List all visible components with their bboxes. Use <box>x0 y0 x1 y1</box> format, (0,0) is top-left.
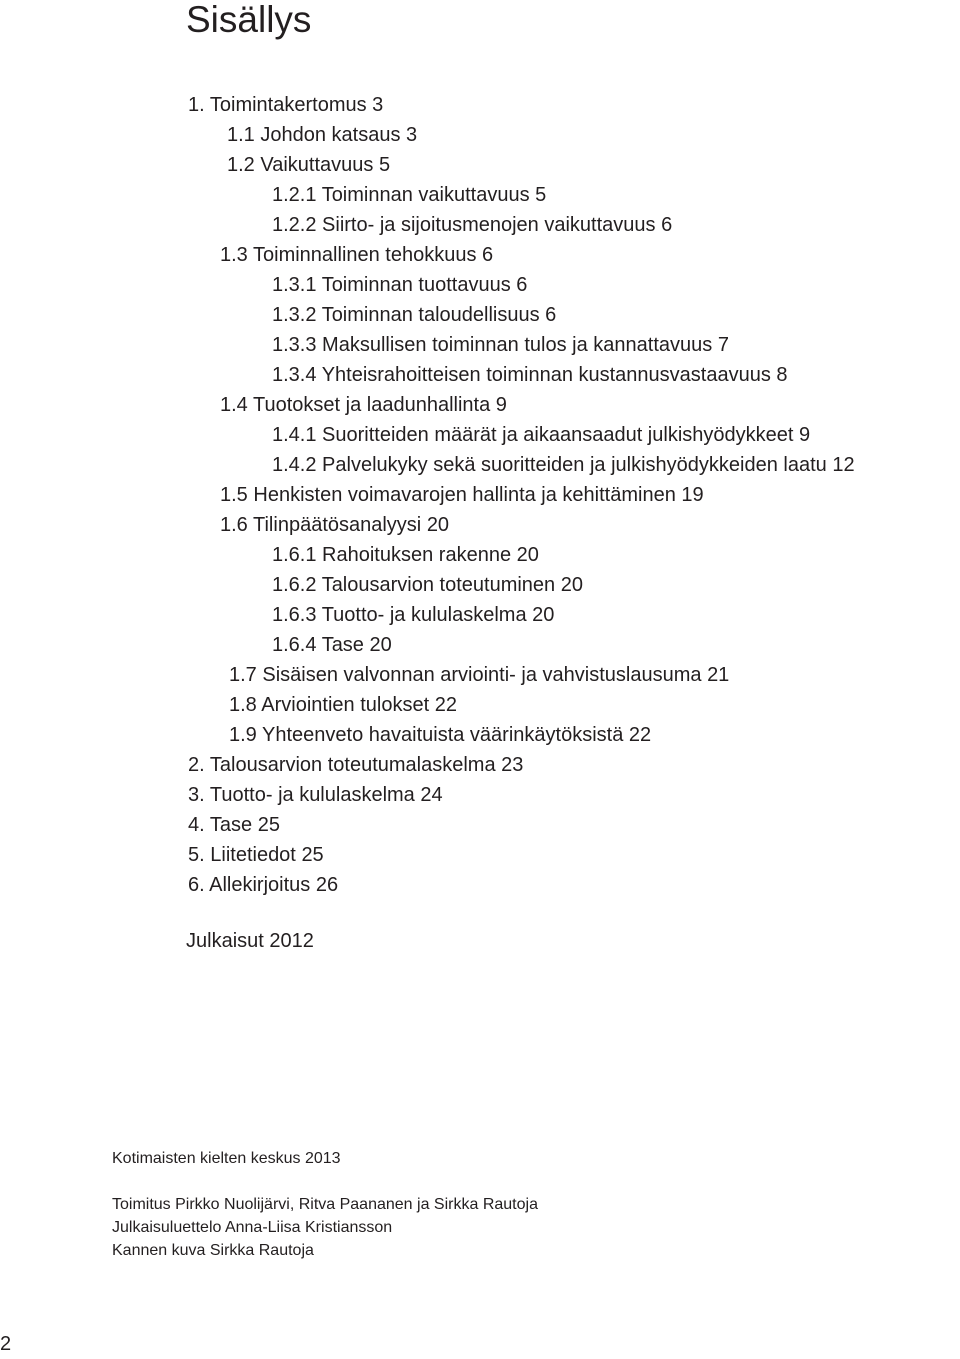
toc-entry-page: 20 <box>369 634 392 656</box>
catalogue-line: Julkaisuluettelo Anna-Liisa Kristiansson <box>112 1219 393 1236</box>
page-number: 2 <box>0 1333 12 1355</box>
toc-entry-page: 24 <box>420 784 443 806</box>
toc-entry-number: 6. <box>188 874 205 896</box>
toc-entry[interactable] <box>0 630 960 660</box>
toc-entry[interactable] <box>0 480 960 510</box>
toc-entry-number: 1.6.4 <box>272 634 317 656</box>
toc-entry-title: Siirto- ja sijoitusmenojen vaikuttavuus <box>322 214 656 236</box>
toc-entry-number: 1.6.2 <box>272 574 317 596</box>
toc-entry-title: Tase <box>209 814 253 836</box>
toc-entry-title: Arviointien tulokset <box>261 694 430 716</box>
toc-entry-number: 3. <box>188 784 205 806</box>
toc-entry-title: Tilinpäätösanalyysi <box>253 514 422 536</box>
toc-entry-number: 1.3.3 <box>272 334 317 356</box>
toc-entry-title: Sisäisen valvonnan arviointi- ja vahvistuslausuma <box>262 664 702 686</box>
toc-entry-page: 20 <box>426 514 450 536</box>
cover-credit-line: Kannen kuva Sirkka Rautoja <box>112 1242 314 1259</box>
toc-entry-page: 26 <box>315 874 339 896</box>
editors-line: Toimitus Pirkko Nuolijärvi, Ritva Paananen ja Sirkka Rautoja <box>112 1196 538 1213</box>
toc-entry-number: 1.1 <box>227 124 255 146</box>
toc-entry[interactable] <box>0 570 960 600</box>
toc-entry-number: 1.3.4 <box>272 364 317 386</box>
toc-entry-number: 1.2 <box>227 154 255 176</box>
toc-entry-number: 1.8 <box>229 694 257 716</box>
toc-entry-page: 6 <box>661 214 673 236</box>
toc-entry[interactable] <box>0 120 960 150</box>
toc-entry-title: Yhteenveto havaituista väärinkäytöksistä <box>262 724 624 746</box>
toc-entry-page: 12 <box>832 454 855 476</box>
toc-entry-title: Toiminnallinen tehokkuus <box>253 244 477 266</box>
toc-entry-page: 22 <box>628 724 652 746</box>
toc-entry[interactable] <box>0 330 960 360</box>
toc-entry[interactable] <box>0 420 960 450</box>
toc-entry-page: 25 <box>257 814 280 836</box>
toc-entry-page: 5 <box>378 154 391 176</box>
toc-entry[interactable] <box>0 240 960 270</box>
toc-entry-page: 5 <box>535 184 547 206</box>
toc-entry[interactable] <box>0 690 960 720</box>
toc-entry-number: 4. <box>188 814 205 836</box>
toc-entry[interactable] <box>0 90 960 120</box>
publisher-line: Kotimaisten kielten keskus 2013 <box>112 1150 341 1167</box>
toc-entry-title: Maksullisen toiminnan tulos ja kannattavuus <box>322 334 713 356</box>
toc-entry-title: Toimintakertomus <box>209 94 367 116</box>
toc-entry-page: 7 <box>717 334 729 356</box>
toc-entry[interactable] <box>0 300 960 330</box>
toc-entry-page: 19 <box>681 484 704 506</box>
toc-entry-title: Liitetiedot <box>210 844 296 866</box>
toc-entry-number: 1.9 <box>229 724 257 746</box>
toc-entry-page: 6 <box>482 244 494 266</box>
toc-entry-title: Tase <box>321 634 364 656</box>
toc-entry-number: 5. <box>188 844 205 866</box>
toc-entry-title: Vaikuttavuus <box>260 154 374 176</box>
toc-entry-page: 9 <box>799 424 811 446</box>
toc-entry[interactable] <box>0 870 960 900</box>
toc-entry-title: Tuotto- ja kululaskelma <box>209 784 415 806</box>
toc-entry-number: 1.4.2 <box>272 454 317 476</box>
toc-entry[interactable] <box>0 660 960 690</box>
toc-entry-page: 20 <box>560 574 583 596</box>
toc-entry[interactable] <box>0 780 960 810</box>
toc-entry-title: Allekirjoitus <box>209 874 311 896</box>
toc-entry-page: 6 <box>516 274 528 296</box>
toc-entry-number: 1.2.2 <box>272 214 317 236</box>
toc-entry-number: 1.2.1 <box>272 184 317 206</box>
toc-entry[interactable] <box>0 510 960 540</box>
toc-entry[interactable] <box>0 150 960 180</box>
toc-entry-page: 3 <box>372 94 384 116</box>
toc-entry-number: 1.5 <box>220 484 248 506</box>
toc-entry[interactable] <box>0 600 960 630</box>
toc-entry-page: 23 <box>501 754 524 776</box>
toc-entry[interactable] <box>0 450 960 480</box>
toc-entry-page: 21 <box>707 664 730 686</box>
toc-entry-number: 1. <box>188 94 205 116</box>
toc-entry-number: 1.3.1 <box>272 274 317 296</box>
toc-entry-title: Yhteisrahoitteisen toiminnan kustannusvastaavuus <box>321 364 771 386</box>
toc-entry[interactable] <box>0 210 960 240</box>
toc-entry-page: 6 <box>545 304 557 326</box>
toc-entry-number: 2. <box>188 754 205 776</box>
table-of-contents <box>0 90 960 900</box>
toc-entry-title: Talousarvion toteutumalaskelma <box>209 754 496 776</box>
publisher-block <box>112 1147 912 1170</box>
toc-entry[interactable] <box>0 180 960 210</box>
toc-entry-number: 1.4.1 <box>272 424 317 446</box>
toc-entry-number: 1.3.2 <box>272 304 317 326</box>
toc-entry[interactable] <box>0 810 960 840</box>
toc-entry-title: Palvelukyky sekä suoritteiden ja julkishyödykkeiden laatu <box>322 454 827 476</box>
toc-entry-page: 22 <box>434 694 457 716</box>
toc-entry[interactable] <box>0 540 960 570</box>
toc-entry-number: 1.6.3 <box>272 604 317 626</box>
toc-entry-page: 20 <box>532 604 555 626</box>
toc-entry-number: 1.6.1 <box>272 544 317 566</box>
toc-entry-title: Henkisten voimavarojen hallinta ja kehittäminen <box>253 484 676 506</box>
toc-entry-title: Suoritteiden määrät ja aikaansaadut julkishyödykkeet <box>322 424 794 446</box>
toc-entry-page: 20 <box>516 544 539 566</box>
toc-entry[interactable] <box>0 270 960 300</box>
toc-entry-title: Tuotto- ja kululaskelma <box>321 604 527 626</box>
toc-entry[interactable] <box>0 360 960 390</box>
toc-entry-title: Toiminnan tuottavuus <box>321 274 511 296</box>
toc-entry-page: 8 <box>776 364 788 386</box>
toc-entry[interactable] <box>0 720 960 750</box>
toc-entry-title: Toiminnan taloudellisuus <box>321 304 540 326</box>
toc-entry-title: Johdon katsaus <box>260 124 401 146</box>
toc-entry-page: 3 <box>406 124 418 146</box>
toc-entry-page: 9 <box>495 394 507 416</box>
toc-entry-title: Rahoituksen rakenne <box>322 544 512 566</box>
toc-entry-number: 1.3 <box>220 244 248 266</box>
toc-entry-number: 1.7 <box>229 664 257 686</box>
toc-entry[interactable] <box>0 390 960 420</box>
toc-entry-number: 1.4 <box>220 394 248 416</box>
page-title: Sisällys <box>186 0 312 40</box>
toc-entry[interactable] <box>0 840 960 870</box>
toc-entry-title: Tuotokset ja laadunhallinta <box>253 394 491 416</box>
toc-entry-number: 1.6 <box>220 514 248 536</box>
toc-entry[interactable] <box>0 750 960 780</box>
credits-block <box>112 1193 912 1262</box>
publications-heading: Julkaisut 2012 <box>186 930 314 952</box>
toc-entry-title: Talousarvion toteutuminen <box>321 574 556 596</box>
toc-entry-title: Toiminnan vaikuttavuus <box>321 184 530 206</box>
toc-entry-page: 25 <box>301 844 324 866</box>
